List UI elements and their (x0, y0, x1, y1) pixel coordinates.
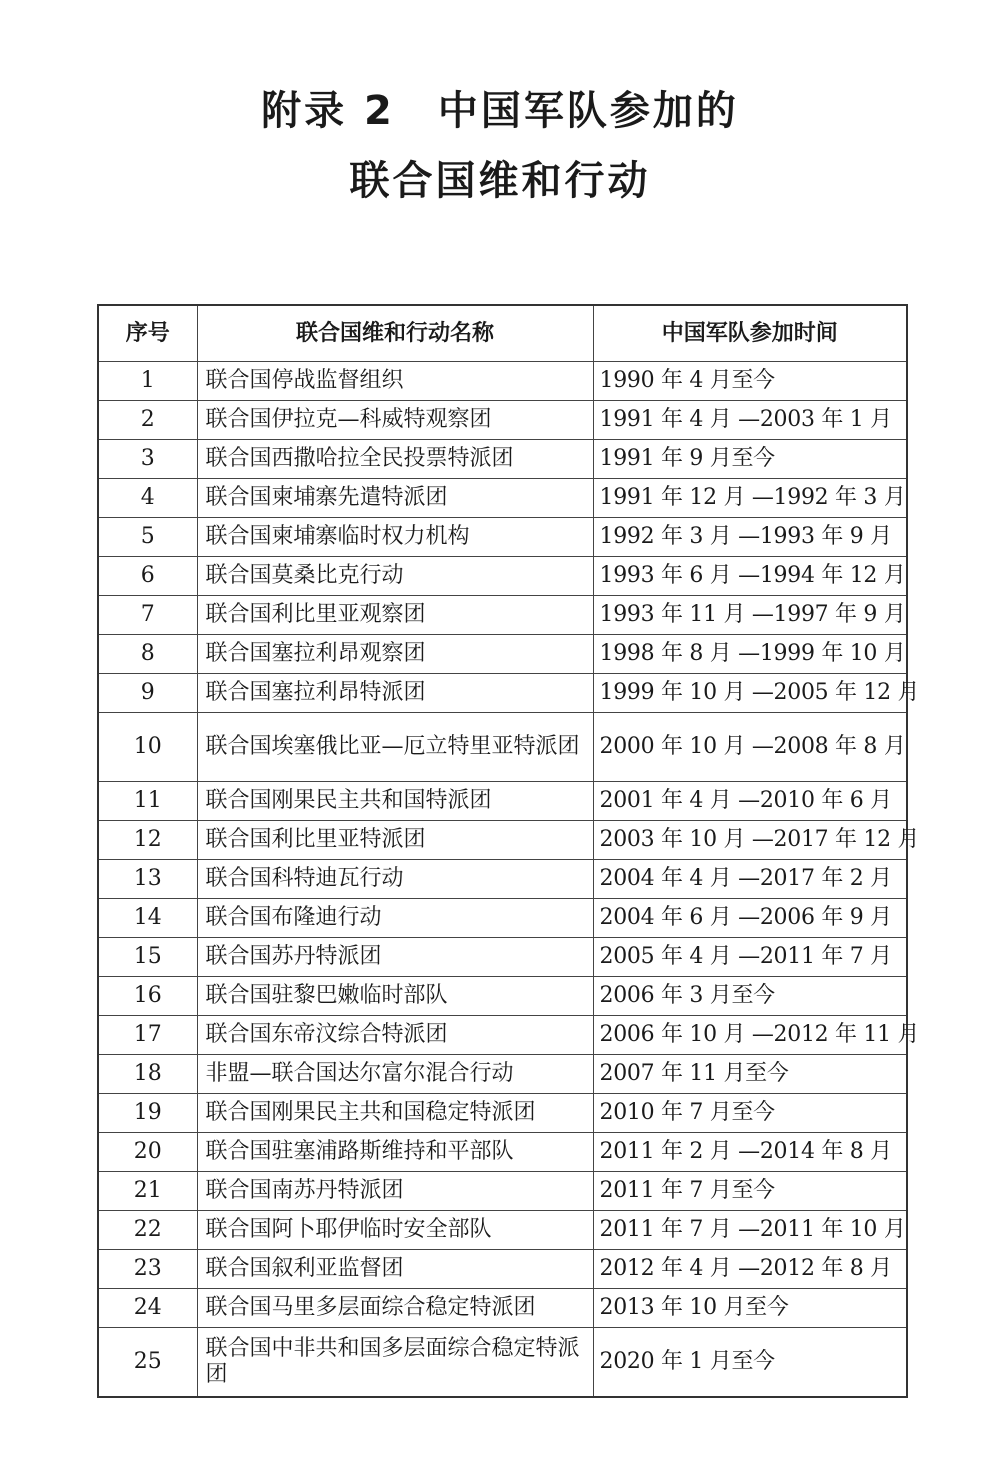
participation-time-cell: 2010 年 7 月至今 (593, 1094, 907, 1133)
participation-time-cell: 1999 年 10 月 —2005 年 12 月 (593, 674, 907, 713)
participation-time-cell: 2011 年 7 月 —2011 年 10 月 (593, 1211, 907, 1250)
table-row (98, 821, 907, 860)
table-row (98, 479, 907, 518)
table-row (98, 1328, 907, 1398)
participation-time-cell: 2006 年 3 月至今 (593, 977, 907, 1016)
table-row (98, 977, 907, 1016)
table-row (98, 1250, 907, 1289)
participation-time-cell: 2020 年 1 月至今 (593, 1328, 907, 1398)
serial-number-cell: 5 (98, 518, 197, 557)
participation-time-cell: 1998 年 8 月 —1999 年 10 月 (593, 635, 907, 674)
table-row (98, 899, 907, 938)
serial-number-cell: 22 (98, 1211, 197, 1250)
serial-number-cell: 10 (98, 713, 197, 782)
operation-name-cell: 联合国利比里亚观察团 (197, 596, 593, 635)
operation-name-cell: 联合国莫桑比克行动 (197, 557, 593, 596)
serial-number-cell: 9 (98, 674, 197, 713)
serial-number-cell: 21 (98, 1172, 197, 1211)
serial-number-cell: 4 (98, 479, 197, 518)
table-row (98, 674, 907, 713)
page-title-line-1: 附录 2 中国军队参加的 (261, 88, 739, 134)
table-row (98, 440, 907, 479)
operation-name-cell: 联合国阿卜耶伊临时安全部队 (197, 1211, 593, 1250)
table-row (98, 1016, 907, 1055)
operation-name-cell: 联合国塞拉利昂特派团 (197, 674, 593, 713)
operation-name-cell: 联合国叙利亚监督团 (197, 1250, 593, 1289)
participation-time-cell: 2001 年 4 月 —2010 年 6 月 (593, 782, 907, 821)
participation-time-cell: 2007 年 11 月至今 (593, 1055, 907, 1094)
header-operation-name: 联合国维和行动名称 (197, 305, 593, 362)
serial-number-cell: 15 (98, 938, 197, 977)
serial-number-cell: 3 (98, 440, 197, 479)
serial-number-cell: 24 (98, 1289, 197, 1328)
operation-name-cell: 联合国东帝汶综合特派团 (197, 1016, 593, 1055)
page-title-line-2: 联合国维和行动 (349, 158, 651, 204)
table-header-row (98, 305, 907, 362)
operation-name-cell: 联合国停战监督组织 (197, 362, 593, 401)
operation-name-cell: 联合国西撒哈拉全民投票特派团 (197, 440, 593, 479)
table-row (98, 362, 907, 401)
serial-number-cell: 13 (98, 860, 197, 899)
table-row (98, 596, 907, 635)
participation-time-cell: 1993 年 11 月 —1997 年 9 月 (593, 596, 907, 635)
participation-time-cell: 1990 年 4 月至今 (593, 362, 907, 401)
table-row (98, 635, 907, 674)
operation-name-cell: 联合国柬埔寨先遣特派团 (197, 479, 593, 518)
operation-name-cell: 联合国苏丹特派团 (197, 938, 593, 977)
table-row (98, 557, 907, 596)
table-row (98, 860, 907, 899)
operation-name-cell: 联合国柬埔寨临时权力机构 (197, 518, 593, 557)
operation-name-cell: 联合国科特迪瓦行动 (197, 860, 593, 899)
operation-name-cell: 联合国中非共和国多层面综合稳定特派团 (197, 1328, 593, 1398)
table-row (98, 1055, 907, 1094)
table-row (98, 782, 907, 821)
serial-number-cell: 1 (98, 362, 197, 401)
serial-number-cell: 8 (98, 635, 197, 674)
operation-name-cell: 联合国塞拉利昂观察团 (197, 635, 593, 674)
participation-time-cell: 1993 年 6 月 —1994 年 12 月 (593, 557, 907, 596)
participation-time-cell: 2005 年 4 月 —2011 年 7 月 (593, 938, 907, 977)
table-row (98, 713, 907, 782)
serial-number-cell: 11 (98, 782, 197, 821)
participation-time-cell: 1992 年 3 月 —1993 年 9 月 (593, 518, 907, 557)
participation-time-cell: 1991 年 9 月至今 (593, 440, 907, 479)
operation-name-cell: 联合国伊拉克—科威特观察团 (197, 401, 593, 440)
operation-name-cell: 联合国刚果民主共和国稳定特派团 (197, 1094, 593, 1133)
table-row (98, 1094, 907, 1133)
participation-time-cell: 2003 年 10 月 —2017 年 12 月 (593, 821, 907, 860)
serial-number-cell: 18 (98, 1055, 197, 1094)
participation-time-cell: 2004 年 4 月 —2017 年 2 月 (593, 860, 907, 899)
table-row (98, 1289, 907, 1328)
operation-name-cell: 联合国驻黎巴嫩临时部队 (197, 977, 593, 1016)
table-row (98, 401, 907, 440)
participation-time-cell: 2012 年 4 月 —2012 年 8 月 (593, 1250, 907, 1289)
table-row (98, 1211, 907, 1250)
peacekeeping-operations-table (97, 304, 920, 1398)
operation-name-cell: 联合国利比里亚特派团 (197, 821, 593, 860)
table-row (98, 518, 907, 557)
serial-number-cell: 25 (98, 1328, 197, 1398)
header-serial-number: 序号 (98, 305, 197, 362)
operation-name-cell: 非盟—联合国达尔富尔混合行动 (197, 1055, 593, 1094)
serial-number-cell: 7 (98, 596, 197, 635)
table-row (98, 1172, 907, 1211)
participation-time-cell: 1991 年 12 月 —1992 年 3 月 (593, 479, 907, 518)
serial-number-cell: 19 (98, 1094, 197, 1133)
operation-name-cell: 联合国南苏丹特派团 (197, 1172, 593, 1211)
participation-time-cell: 2006 年 10 月 —2012 年 11 月 (593, 1016, 907, 1055)
participation-time-cell: 2004 年 6 月 —2006 年 9 月 (593, 899, 907, 938)
operation-name-cell: 联合国埃塞俄比亚—厄立特里亚特派团 (197, 713, 593, 782)
serial-number-cell: 6 (98, 557, 197, 596)
table-row (98, 1133, 907, 1172)
header-participation-time: 中国军队参加时间 (593, 305, 907, 362)
serial-number-cell: 2 (98, 401, 197, 440)
operation-name-cell: 联合国马里多层面综合稳定特派团 (197, 1289, 593, 1328)
participation-time-cell: 2013 年 10 月至今 (593, 1289, 907, 1328)
participation-time-cell: 1991 年 4 月 —2003 年 1 月 (593, 401, 907, 440)
participation-time-cell: 2011 年 2 月 —2014 年 8 月 (593, 1133, 907, 1172)
operation-name-cell: 联合国驻塞浦路斯维持和平部队 (197, 1133, 593, 1172)
serial-number-cell: 16 (98, 977, 197, 1016)
serial-number-cell: 12 (98, 821, 197, 860)
serial-number-cell: 14 (98, 899, 197, 938)
serial-number-cell: 17 (98, 1016, 197, 1055)
operation-name-cell: 联合国刚果民主共和国特派团 (197, 782, 593, 821)
participation-time-cell: 2000 年 10 月 —2008 年 8 月 (593, 713, 907, 782)
table-row (98, 938, 907, 977)
serial-number-cell: 20 (98, 1133, 197, 1172)
serial-number-cell: 23 (98, 1250, 197, 1289)
operation-name-cell: 联合国布隆迪行动 (197, 899, 593, 938)
participation-time-cell: 2011 年 7 月至今 (593, 1172, 907, 1211)
